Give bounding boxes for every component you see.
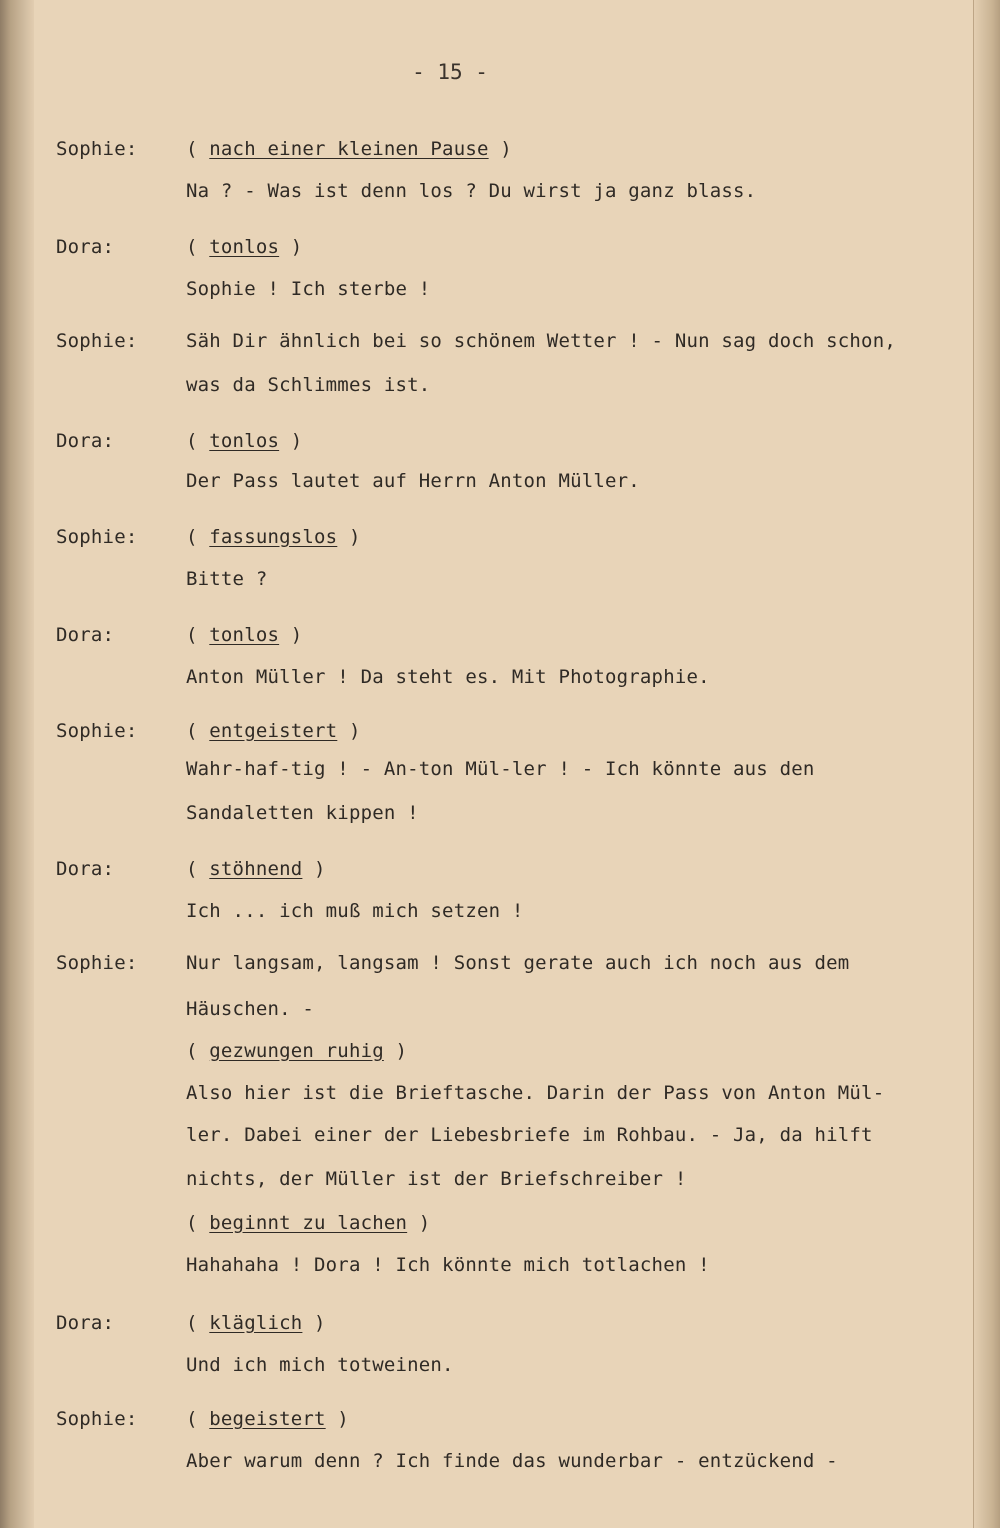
stage-direction-text: fassungslos — [209, 526, 338, 548]
dialogue-line: Wahr-haf-tig ! - An-ton Mül-ler ! - Ich könnte aus den — [186, 758, 815, 780]
speaker-name: Sophie: — [56, 138, 138, 160]
stage-direction-text: stöhnend — [209, 858, 303, 880]
dialogue-line: ler. Dabei einer der Liebesbriefe im Rohbau. - Ja, da hilft — [186, 1124, 873, 1146]
dialogue-line: Säh Dir ähnlich bei so schönem Wetter ! - Nun sag doch schon, — [186, 330, 896, 352]
stage-direction-text: entgeistert — [209, 720, 338, 742]
dialogue-line: Na ? - Was ist denn los ? Du wirst ja ganz blass. — [186, 180, 757, 202]
stage-direction: ( tonlos ) — [186, 624, 303, 646]
speaker-name: Sophie: — [56, 952, 138, 974]
speaker-name: Sophie: — [56, 526, 138, 548]
stage-direction-text: begeistert — [209, 1408, 326, 1430]
dialogue-line: was da Schlimmes ist. — [186, 374, 431, 396]
dialogue-line: Aber warum denn ? Ich finde das wunderbar - entzückend - — [186, 1450, 838, 1472]
dialogue-line: Der Pass lautet auf Herrn Anton Müller. — [186, 470, 640, 492]
page-edge — [973, 0, 1000, 1528]
speaker-name: Sophie: — [56, 330, 138, 352]
speaker-name: Dora: — [56, 624, 115, 646]
stage-direction: ( fassungslos ) — [186, 526, 361, 548]
stage-direction-text: beginnt zu lachen — [209, 1212, 408, 1234]
stage-direction: ( entgeistert ) — [186, 720, 361, 742]
stage-direction-text: gezwungen ruhig — [209, 1040, 384, 1062]
dialogue-line: Sophie ! Ich sterbe ! — [186, 278, 431, 300]
speaker-name: Sophie: — [56, 1408, 138, 1430]
page-number: - 15 - — [412, 60, 488, 84]
stage-direction: ( kläglich ) — [186, 1312, 326, 1334]
dialogue-line: Nur langsam, langsam ! Sonst gerate auch ich noch aus dem — [186, 952, 850, 974]
stage-direction-text: tonlos — [209, 430, 280, 452]
stage-direction: ( tonlos ) — [186, 236, 303, 258]
stage-direction-text: nach einer kleinen Pause — [209, 138, 489, 160]
speaker-name: Dora: — [56, 236, 115, 258]
stage-direction: ( nach einer kleinen Pause ) — [186, 138, 512, 160]
stage-direction-text: kläglich — [209, 1312, 303, 1334]
page-binding-shadow — [0, 0, 34, 1528]
stage-direction: ( begeistert ) — [186, 1408, 349, 1430]
dialogue-line: Bitte ? — [186, 568, 268, 590]
speaker-name: Dora: — [56, 858, 115, 880]
speaker-name: Sophie: — [56, 720, 138, 742]
speaker-name: Dora: — [56, 430, 115, 452]
stage-direction: ( stöhnend ) — [186, 858, 326, 880]
stage-direction-text: tonlos — [209, 236, 280, 258]
stage-direction: ( tonlos ) — [186, 430, 303, 452]
dialogue-line: Also hier ist die Brieftasche. Darin der Pass von Anton Mül- — [186, 1082, 885, 1104]
dialogue-line: Ich ... ich muß mich setzen ! — [186, 900, 524, 922]
dialogue-line: Häuschen. - — [186, 998, 315, 1020]
dialogue-line: Anton Müller ! Da steht es. Mit Photographie. — [186, 666, 710, 688]
stage-direction: ( gezwungen ruhig ) — [186, 1040, 408, 1062]
speaker-name: Dora: — [56, 1312, 115, 1334]
stage-direction-text: tonlos — [209, 624, 280, 646]
dialogue-line: Sandaletten kippen ! — [186, 802, 419, 824]
dialogue-line: Hahahaha ! Dora ! Ich könnte mich totlachen ! — [186, 1254, 710, 1276]
dialogue-line: nichts, der Müller ist der Briefschreiber ! — [186, 1168, 687, 1190]
dialogue-line: Und ich mich totweinen. — [186, 1354, 454, 1376]
stage-direction: ( beginnt zu lachen ) — [186, 1212, 431, 1234]
